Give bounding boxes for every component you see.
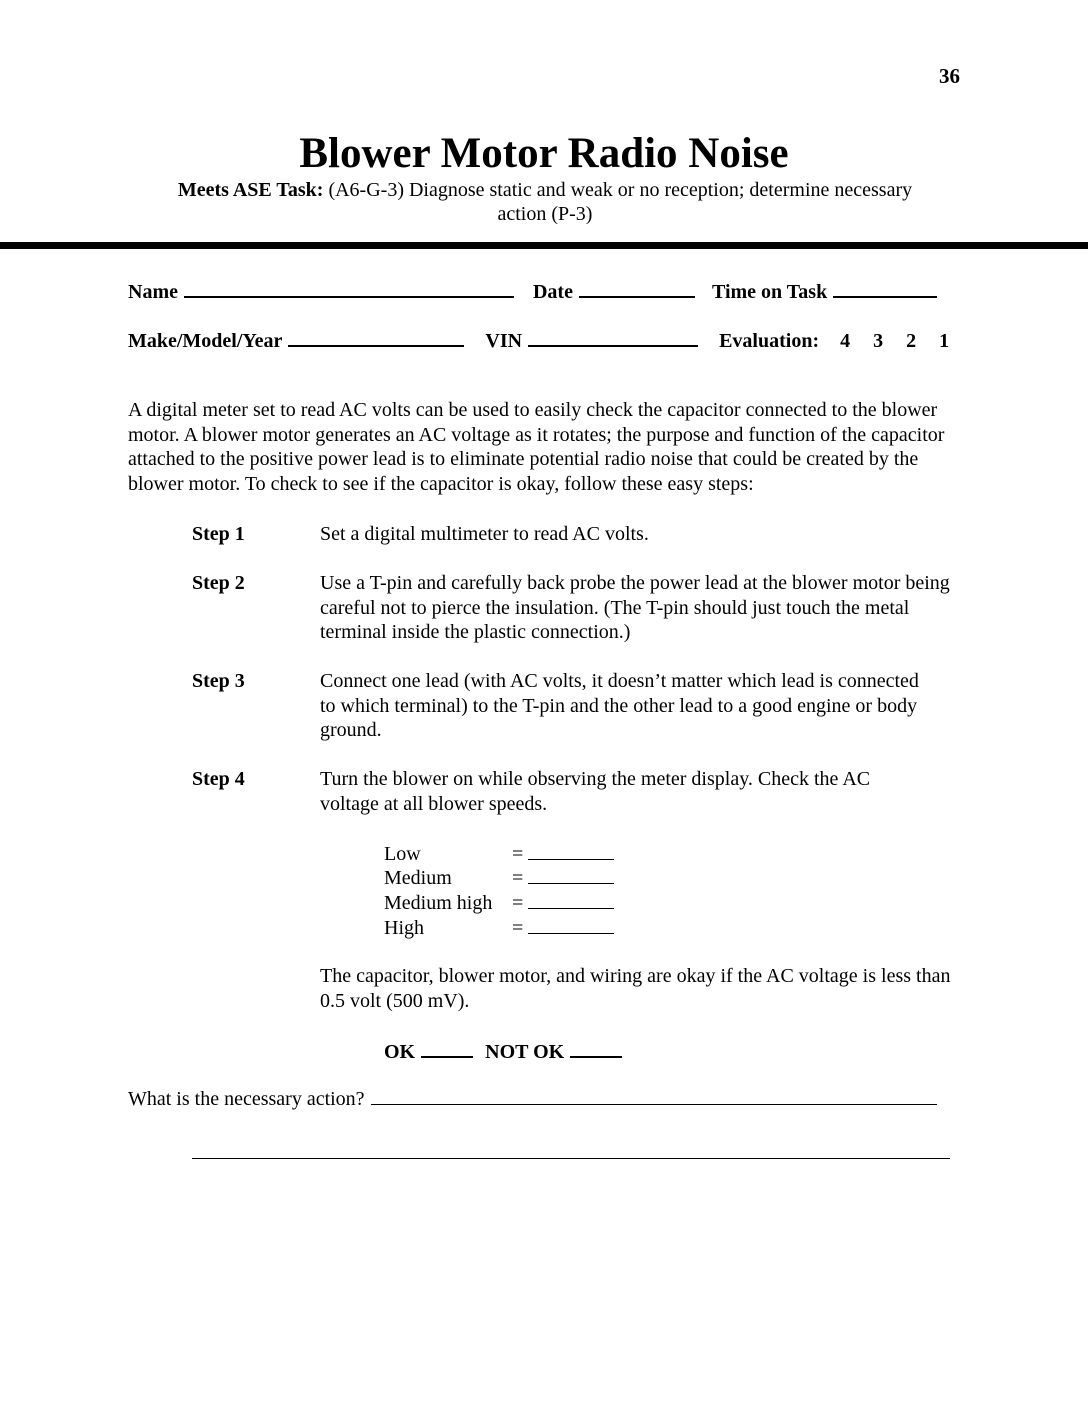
form-row-vehicle (128, 327, 949, 353)
page-title: Blower Motor Radio Noise (299, 130, 789, 177)
speed-row-high (384, 915, 614, 941)
vin-field (485, 327, 698, 353)
necessary-action-question: What is the necessary action? (128, 1088, 365, 1110)
date-input[interactable] (579, 278, 695, 298)
speed-value-input[interactable] (528, 915, 614, 934)
make-model-year-field (128, 327, 464, 353)
time-on-task-input[interactable] (833, 278, 937, 298)
form-row-identity (128, 278, 937, 304)
evaluation-score-2[interactable]: 2 (906, 330, 917, 352)
speed-row-medium (384, 865, 614, 891)
equals-sign: = (512, 867, 524, 889)
time-on-task-label: Time on Task (711, 281, 828, 303)
make-model-year-input[interactable] (288, 327, 464, 347)
name-input[interactable] (184, 278, 514, 298)
date-field (533, 278, 695, 304)
step-3-text: Connect one lead (with AC volts, it doesn’t matter which lead is connected to which terminal) to the T-pin and the other lead to a good engine or body ground. (320, 670, 919, 741)
step-4-label: Step 4 (192, 768, 245, 790)
name-label: Name (128, 281, 178, 303)
vin-input[interactable] (528, 327, 698, 347)
ase-task-text-line2: action (P-3) (497, 203, 593, 225)
heading-divider (0, 242, 1088, 249)
date-label: Date (532, 281, 573, 303)
evaluation-score-1[interactable]: 1 (939, 330, 950, 352)
step-4-text: Turn the blower on while observing the meter display. Check the AC voltage at all blower speeds. (320, 768, 871, 815)
equals-sign: = (512, 892, 524, 914)
not-ok-label: NOT OK (485, 1041, 565, 1063)
step-2-label: Step 2 (192, 572, 245, 594)
ok-label: OK (384, 1041, 416, 1063)
speed-label: Low (384, 843, 421, 865)
make-model-year-label: Make/Model/Year (128, 330, 283, 352)
evaluation-label: Evaluation: (719, 330, 820, 352)
ase-task-subtitle (140, 178, 950, 226)
speed-label: Medium (384, 867, 452, 889)
step-1-text: Set a digital multimeter to read AC volts. (320, 523, 649, 545)
name-field (128, 278, 514, 304)
step-2-text: Use a T-pin and carefully back probe the power lead at the blower motor being careful not to pierce the insulation. (The T-pin should just touch the metal terminal inside the plastic connection.) (320, 572, 950, 643)
evaluation-score-4[interactable]: 4 (840, 330, 851, 352)
equals-sign: = (512, 843, 524, 865)
equals-sign: = (512, 917, 524, 939)
time-on-task-field (712, 278, 937, 304)
necessary-action-input-line1[interactable] (371, 1086, 937, 1105)
result-row (384, 1038, 634, 1064)
pass-criteria-note: The capacitor, blower motor, and wiring are okay if the AC voltage is less than 0.5 volt (500 mV). (320, 965, 951, 1012)
speed-row-low (384, 841, 614, 867)
speed-row-medium-high (384, 890, 614, 916)
step-3-label: Step 3 (192, 670, 245, 692)
necessary-action-input-line2[interactable] (192, 1158, 950, 1159)
page-number: 36 (939, 64, 960, 88)
necessary-action-row (128, 1086, 937, 1111)
vin-label: VIN (485, 330, 523, 352)
speed-value-input[interactable] (528, 841, 614, 860)
evaluation-field (719, 329, 949, 353)
speed-value-input[interactable] (528, 890, 614, 909)
speed-value-input[interactable] (528, 865, 614, 884)
step-1-label: Step 1 (192, 523, 245, 545)
evaluation-score-3[interactable]: 3 (873, 330, 884, 352)
intro-paragraph: A digital meter set to read AC volts can be used to easily check the capacitor connected to the blower motor. A blower motor generates an AC voltage as it rotates; the purpose and function of the capacitor attached to the positive power lead is to eliminate potential radio noise that could be created by the blower motor. To check to see if the capacitor is okay, follow these easy steps: (128, 399, 945, 495)
ase-task-label: Meets ASE Task: (177, 179, 324, 201)
speed-label: Medium high (384, 892, 493, 914)
ok-checkbox-blank[interactable] (421, 1038, 473, 1058)
speed-label: High (384, 917, 424, 939)
ase-task-text-line1: (A6-G-3) Diagnose static and weak or no reception; determine necessary (328, 179, 913, 201)
not-ok-checkbox-blank[interactable] (570, 1038, 622, 1058)
